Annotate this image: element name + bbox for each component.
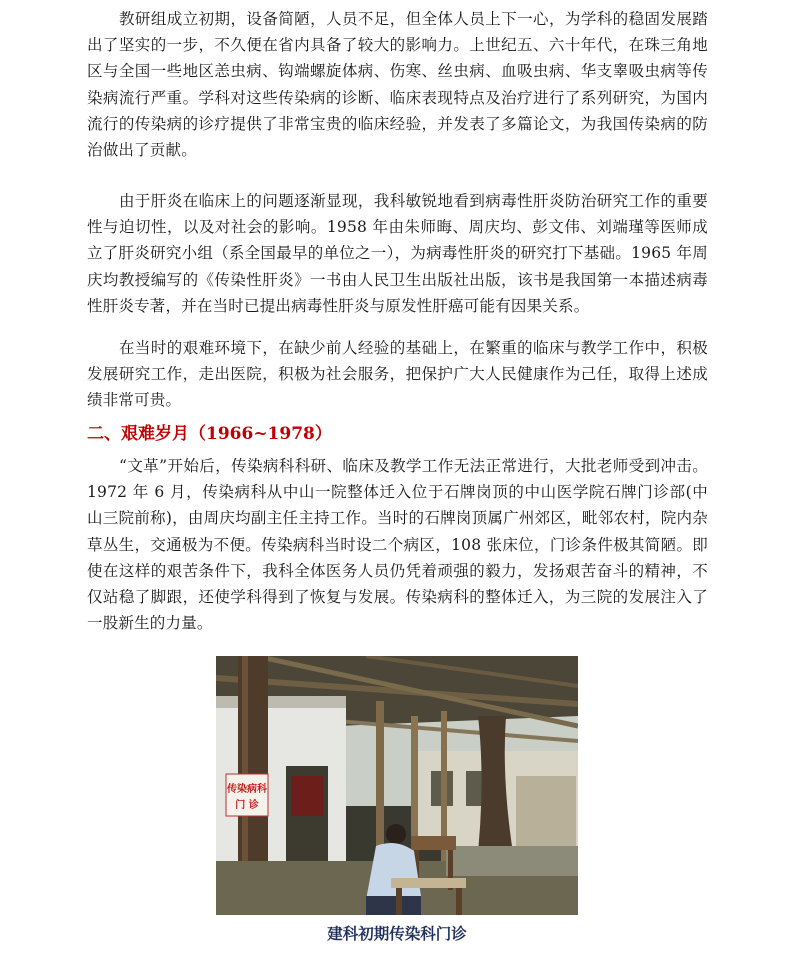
paragraph-hepatitis: 由于肝炎在临床上的问题逐渐显现，我科敏锐地看到病毒性肝炎防治研究工作的重要性与迫切性，以及对社会的影响。1958 年由朱师晦、周庆均、彭文伟、刘端瑾等医师成立了肝炎研究小组（系全国最早的单位之一），为病毒性肝炎的研究打下基础。1965 年周庆均教授编写的《传染性肝炎》一书由人民卫生出版社出版，该书是我国第一本描述病毒性肝炎专著，并在当时已提出病毒性肝炎与原发性肝癌可能有因果关系。 bbox=[87, 192, 708, 315]
section-heading: 二、艰难岁月（1966~1978） bbox=[87, 424, 332, 444]
paragraph-achievement: 在当时的艰难环境下，在缺少前人经验的基础上，在繁重的临床与教学工作中，积极发展研究工作，走出医院，积极为社会服务，把保护广大人民健康作为己任，取得上述成绩非常可贵。 bbox=[87, 339, 708, 410]
photo-caption: 建科初期传染科门诊 bbox=[327, 924, 467, 943]
sign-text-line2: 门 诊 bbox=[235, 800, 259, 811]
sign-text-line1: 传染病科 bbox=[227, 784, 267, 795]
clinic-photo bbox=[216, 656, 578, 915]
paragraph-cultural-revolution: “文革”开始后，传染病科科研、临床及教学工作无法正常进行，大批老师受到冲击。1972 年 6 月，传染病科从中山一院整体迁入位于石牌岗顶的中山医学院石牌门诊部(中山三院前称)，由周庆均副主任主持工作。当时的石牌岗顶属广州郊区，毗邻农村，院内杂草丛生，交通极为不便。传染病科当时设二个病区，108 张床位，门诊条件极其简陋。即使在这样的艰苦条件下，我科全体医务人员仍凭着顽强的毅力，发扬艰苦奋斗的精神，不仅站稳了脚跟，还使学科得到了恢复与发展。传染病科的整体迁入，为三院的发展注入了一股新生的力量。 bbox=[87, 457, 708, 633]
paragraph-founding: 教研组成立初期，设备简陋，人员不足，但全体人员上下一心，为学科的稳固发展踏出了坚实的一步，不久便在省内具备了较大的影响力。上世纪五、六十年代，在珠三角地区与全国一些地区恙虫病、钩端螺旋体病、伤寒、丝虫病、血吸虫病、华支睾吸虫病等传染病流行严重。学科对这些传染病的诊断、临床表现特点及治疗进行了系列研究，为国内流行的传染病的诊疗提供了非常宝贵的临床经验，并发表了多篇论文，为我国传染病的防治做出了贡献。 bbox=[87, 10, 708, 160]
